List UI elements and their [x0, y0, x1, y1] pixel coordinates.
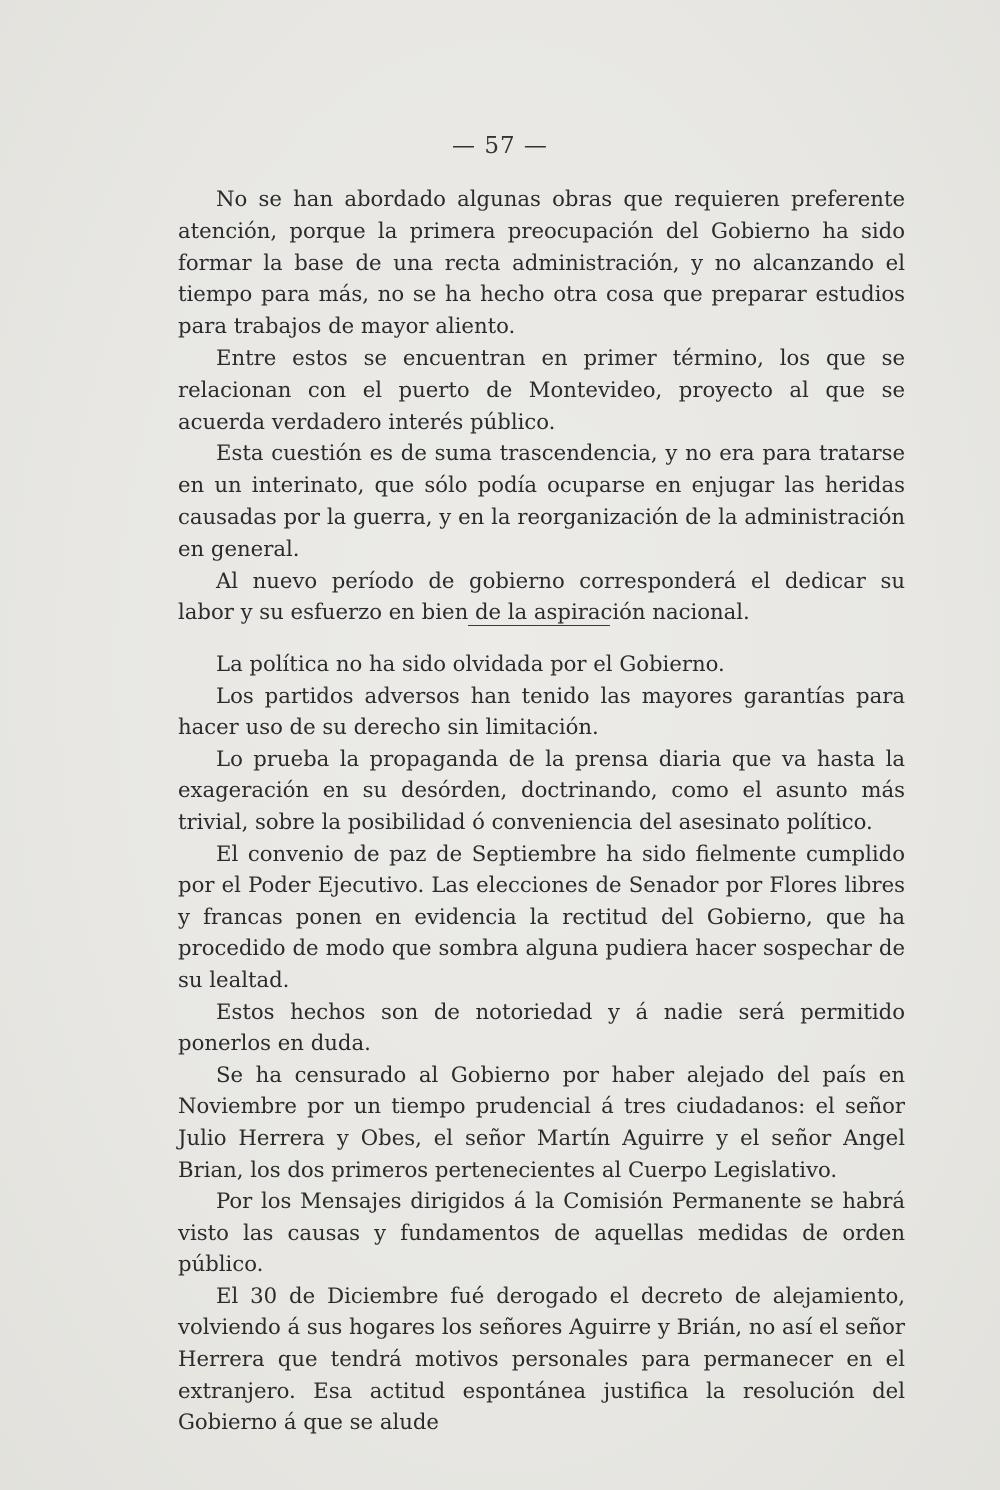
section-1	[178, 183, 905, 628]
paragraph: Estos hechos son de notoriedad y á nadie será permitido ponerlos en duda.	[178, 998, 905, 1056]
paragraph: Esta cuestión es de suma trascendencia, y no era para tratarse en un interinato, que sólo podía ocuparse en enjugar las heridas causadas por la guerra, y en la reorganización de la administración en general.	[178, 440, 905, 561]
paragraph: No se han abordado algunas obras que requieren preferente atención, porque la primera preocupación del Gobierno ha sido formar la base de una recta administración, y no alcanzando el tiempo para más, no se ha hecho otra cosa que preparar estudios para trabajos de mayor aliento.	[178, 186, 905, 339]
paragraph: El 30 de Diciembre fué derogado el decreto de alejamiento, volviendo á sus hogares los señores Aguirre y Brián, no así el señor Herrera que tendrá motivos personales para permanecer en el extranjero. Esa actitud espontánea justifica la resolución del Gobierno á que se alude	[178, 1282, 905, 1435]
section-divider	[468, 625, 610, 626]
paragraph: Se ha censurado al Gobierno por haber alejado del país en Noviembre por un tiempo prudencial á tres ciudadanos: el señor Julio Herrera y Obes, el señor Martín Aguirre y el señor Angel Brian, los dos primeros pertenecientes al Cuerpo Legislativo.	[178, 1061, 905, 1182]
paragraph: Entre estos se encuentran en primer término, los que se relacionan con el puerto de Montevideo, proyecto al que se acuerda verdadero interés público.	[178, 344, 905, 434]
paragraph: El convenio de paz de Septiembre ha sido fielmente cumplido por el Poder Ejecutivo. Las elecciones de Senador por Flores libres y francas ponen en evidencia la rectitud del Gobierno, que ha procedido de modo que sombra alguna pudiera hacer sospechar de su lealtad.	[178, 840, 905, 992]
paragraph: Al nuevo período de gobierno corresponderá el dedicar su labor y su esfuerzo en bien de la aspiración nacional.	[178, 567, 905, 625]
paragraph: Los partidos adversos han tenido las mayores garantías para hacer uso de su derecho sin limitación.	[178, 682, 905, 740]
paragraph: La política no ha sido olvidada por el Gobierno.	[216, 651, 725, 676]
paragraph: Por los Mensajes dirigidos á la Comisión Permanente se habrá visto las causas y fundamentos de aquellas medidas de orden público.	[178, 1188, 905, 1277]
page-number: — 57 —	[452, 133, 548, 159]
paragraph: Lo prueba la propaganda de la prensa diaria que va hasta la exageración en su desórden, doctrinando, como el asunto más trivial, sobre la posibilidad ó conveniencia del asesinato político.	[178, 745, 905, 834]
section-2	[178, 648, 905, 1438]
